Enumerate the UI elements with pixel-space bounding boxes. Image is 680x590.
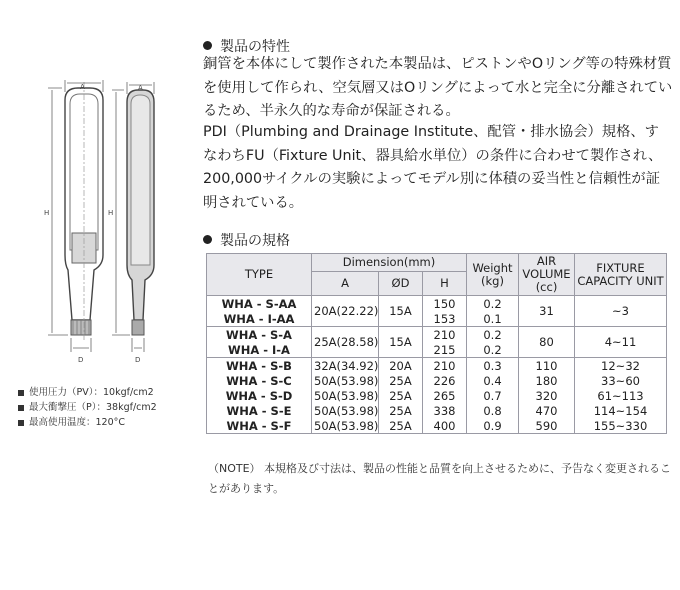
cell-weight: 0.9 bbox=[467, 418, 519, 434]
cell-h: 265 bbox=[423, 388, 467, 403]
cell-d: 15A bbox=[379, 327, 423, 358]
cell-air: 590 bbox=[519, 418, 575, 434]
label-h: H bbox=[44, 209, 50, 217]
cell-h: 210 bbox=[423, 327, 467, 343]
cell-a: 20A(22.22) bbox=[312, 296, 379, 327]
cell-h: 215 bbox=[423, 342, 467, 358]
header-type: TYPE bbox=[207, 254, 312, 296]
cell-type: WHA - S-AA bbox=[207, 296, 312, 312]
cell-type: WHA - S-A bbox=[207, 327, 312, 343]
cell-type: WHA - S-D bbox=[207, 388, 312, 403]
table-row bbox=[207, 388, 667, 403]
cell-fixture: 12~32 bbox=[575, 358, 667, 374]
spec-list bbox=[18, 385, 157, 430]
cell-air: 470 bbox=[519, 403, 575, 418]
bullet-icon bbox=[203, 235, 212, 244]
features-paragraph-2: PDI（Plumbing and Drainage Institute、配管・排水協会）規格、すなわちFU（Fixture Unit、器具給水単位）の条件に合わせて製作され、200,000サイクルの実験によってモデル別に体積の妥当性と信頼性が証明されている。 bbox=[203, 124, 663, 211]
cell-d: 25A bbox=[379, 388, 423, 403]
cell-type: WHA - I-AA bbox=[207, 311, 312, 327]
cell-weight: 0.3 bbox=[467, 358, 519, 374]
table-row bbox=[207, 296, 667, 312]
cell-fixture: 33~60 bbox=[575, 373, 667, 388]
table-row bbox=[207, 358, 667, 374]
features-heading-text: 製品の特性 bbox=[220, 39, 290, 55]
cell-type: WHA - I-A bbox=[207, 342, 312, 358]
cell-type: WHA - S-C bbox=[207, 373, 312, 388]
cell-weight: 0.2 bbox=[467, 342, 519, 358]
cell-a: 50A(53.98) bbox=[312, 418, 379, 434]
spec-item bbox=[18, 385, 157, 400]
header-fixture-capacity: FIXTURE CAPACITY UNIT bbox=[575, 254, 667, 296]
label-d-right: D bbox=[135, 356, 141, 364]
spec-text: 最大衝撃圧（P）：38kgf/cm2 bbox=[29, 402, 157, 413]
spec-heading bbox=[203, 230, 290, 250]
cell-type: WHA - S-B bbox=[207, 358, 312, 374]
cell-fixture: 61~113 bbox=[575, 388, 667, 403]
cell-a: 32A(34.92) bbox=[312, 358, 379, 374]
cell-type: WHA - S-F bbox=[207, 418, 312, 434]
spec-heading-text: 製品の規格 bbox=[220, 233, 290, 249]
header-weight: Weight (kg) bbox=[467, 254, 519, 296]
table-row bbox=[207, 403, 667, 418]
cell-a: 50A(53.98) bbox=[312, 373, 379, 388]
features-paragraph-1: 銅管を本体にして製作された本製品は、ピストンやOリング等の特殊材質を使用して作られ、空気層又はOリングによって水と完全に分離されているため、半永久的な寿命が保証される。 bbox=[203, 56, 673, 120]
spec-item bbox=[18, 415, 157, 430]
cell-fixture: ~3 bbox=[575, 296, 667, 327]
bullet-icon bbox=[203, 41, 212, 50]
cell-fixture: 114~154 bbox=[575, 403, 667, 418]
label-a-right: A bbox=[138, 84, 143, 92]
header-air-volume: AIR VOLUME (cc) bbox=[519, 254, 575, 296]
cell-weight: 0.2 bbox=[467, 327, 519, 343]
header-a: A bbox=[312, 272, 379, 296]
cell-a: 50A(53.98) bbox=[312, 388, 379, 403]
spec-text: 最高使用温度：120°C bbox=[29, 417, 126, 428]
cell-air: 80 bbox=[519, 327, 575, 358]
cell-weight: 0.1 bbox=[467, 311, 519, 327]
cell-air: 180 bbox=[519, 373, 575, 388]
cell-h: 210 bbox=[423, 358, 467, 374]
cell-d: 25A bbox=[379, 373, 423, 388]
table-row bbox=[207, 418, 667, 434]
cell-type: WHA - S-E bbox=[207, 403, 312, 418]
cell-fixture: 4~11 bbox=[575, 327, 667, 358]
cell-weight: 0.2 bbox=[467, 296, 519, 312]
header-dimension: Dimension(mm) bbox=[312, 254, 467, 272]
label-h-right: H bbox=[108, 209, 114, 217]
cell-air: 320 bbox=[519, 388, 575, 403]
square-bullet-icon bbox=[18, 390, 24, 396]
table-row bbox=[207, 373, 667, 388]
label-d: D bbox=[78, 356, 84, 364]
note-text: （NOTE） 本規格及び寸法は、製品の性能と品質を向上させるために、予告なく変更されることがあります。 bbox=[208, 462, 672, 495]
square-bullet-icon bbox=[18, 405, 24, 411]
cell-weight: 0.8 bbox=[467, 403, 519, 418]
product-drawing bbox=[20, 80, 185, 370]
spec-table bbox=[206, 253, 667, 434]
cell-h: 400 bbox=[423, 418, 467, 434]
cell-h: 153 bbox=[423, 311, 467, 327]
cell-a: 25A(28.58) bbox=[312, 327, 379, 358]
cell-d: 25A bbox=[379, 418, 423, 434]
cell-a: 50A(53.98) bbox=[312, 403, 379, 418]
table-row bbox=[207, 327, 667, 343]
cell-air: 31 bbox=[519, 296, 575, 327]
cell-weight: 0.4 bbox=[467, 373, 519, 388]
cell-h: 226 bbox=[423, 373, 467, 388]
cell-h: 150 bbox=[423, 296, 467, 312]
cell-d: 25A bbox=[379, 403, 423, 418]
spec-item bbox=[18, 400, 157, 415]
cell-weight: 0.7 bbox=[467, 388, 519, 403]
cell-fixture: 155~330 bbox=[575, 418, 667, 434]
cell-d: 20A bbox=[379, 358, 423, 374]
cell-h: 338 bbox=[423, 403, 467, 418]
label-a: A bbox=[80, 83, 85, 91]
header-d: ØD bbox=[379, 272, 423, 296]
cell-air: 110 bbox=[519, 358, 575, 374]
square-bullet-icon bbox=[18, 420, 24, 426]
cell-d: 15A bbox=[379, 296, 423, 327]
spec-text: 使用圧力（PV）：10kgf/cm2 bbox=[29, 387, 154, 398]
header-h: H bbox=[423, 272, 467, 296]
